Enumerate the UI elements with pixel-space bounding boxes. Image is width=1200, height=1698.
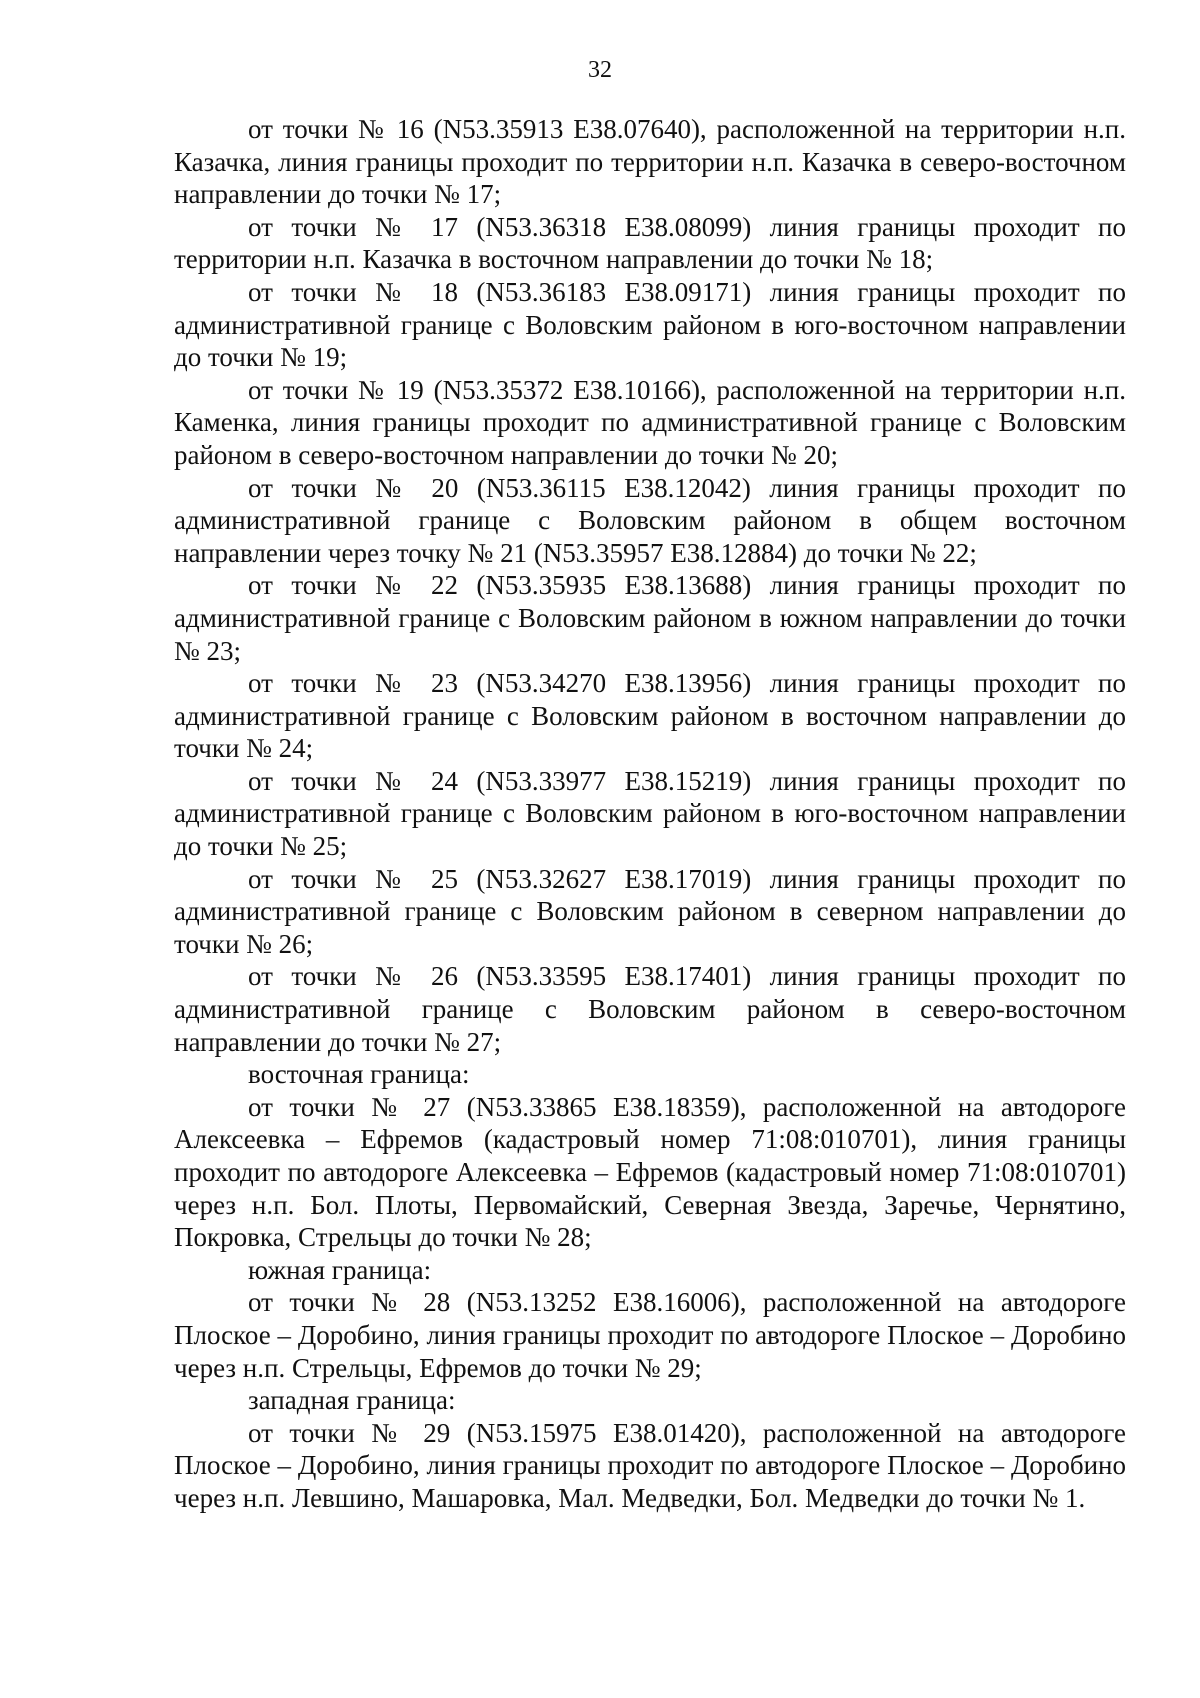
boundary-paragraph: от точки № 16 (N53.35913 E38.07640), расположенной на территории н.п. Казачка, линия границы проходит по территории н.п. Казачка в северо-восточном направлении до точки № 17; [174, 114, 1126, 210]
boundary-paragraph: от точки № 23 (N53.34270 E38.13956) линия границы проходит по административной границе с Воловским районом в восточном направлении до точки № 24; [174, 668, 1126, 764]
section-heading-south: южная граница: [248, 1254, 432, 1285]
boundary-paragraph: от точки № 20 (N53.36115 E38.12042) линия границы проходит по административной границе с Воловским районом в общем восточном направлении через точку № 21 (N53.35957 E38.12884) до точки № 22; [174, 472, 1126, 568]
boundary-paragraph: от точки № 28 (N53.13252 E38.16006), расположенной на автодороге Плоское – Доробино, линия границы проходит по автодороге Плоское – Доробино через н.п. Стрельцы, Ефремов до точки № 29; [174, 1287, 1126, 1383]
boundary-paragraph: от точки № 19 (N53.35372 E38.10166), расположенной на территории н.п. Каменка, линия границы проходит по административной границе с Воловским районом в северо-восточном направлении до точки № 20; [174, 374, 1126, 470]
section-heading-east: восточная граница: [248, 1059, 470, 1090]
document-body [174, 113, 1126, 1515]
page-number: 32 [588, 57, 612, 83]
boundary-paragraph: от точки № 17 (N53.36318 E38.08099) линия границы проходит по территории н.п. Казачка в восточном направлении до точки № 18; [174, 211, 1126, 275]
boundary-paragraph: от точки № 25 (N53.32627 E38.17019) линия границы проходит по административной границе с Воловским районом в северном направлении до точки № 26; [174, 863, 1126, 959]
boundary-paragraph: от точки № 26 (N53.33595 E38.17401) линия границы проходит по административной границе с Воловским районом в северо-восточном направлении до точки № 27; [174, 961, 1126, 1057]
section-heading-west: западная граница: [248, 1385, 456, 1416]
boundary-paragraph: от точки № 27 (N53.33865 E38.18359), расположенной на автодороге Алексеевка – Ефремов (кадастровый номер 71:08:010701), линия границы проходит по автодороге Алексеевка – Ефремов (кадастровый номер 71:08:010701) через н.п. Бол. Плоты, Первомайский, Северная Звезда, Заречье, Чернятино, Покровка, Стрельцы до точки № 28; [174, 1091, 1126, 1253]
boundary-paragraph: от точки № 29 (N53.15975 E38.01420), расположенной на автодороге Плоское – Доробино, линия границы проходит по автодороге Плоское – Доробино через н.п. Левшино, Машаровка, Мал. Медведки, Бол. Медведки до точки № 1. [174, 1417, 1126, 1513]
boundary-paragraph: от точки № 18 (N53.36183 E38.09171) линия границы проходит по административной границе с Воловским районом в юго-восточном направлении до точки № 19; [174, 276, 1126, 373]
boundary-paragraph: от точки № 22 (N53.35935 E38.13688) линия границы проходит по административной границе с Воловским районом в южном направлении до точки № 23; [174, 570, 1126, 666]
boundary-paragraph: от точки № 24 (N53.33977 E38.15219) линия границы проходит по административной границе с Воловским районом в юго-восточном направлении до точки № 25; [174, 765, 1126, 862]
